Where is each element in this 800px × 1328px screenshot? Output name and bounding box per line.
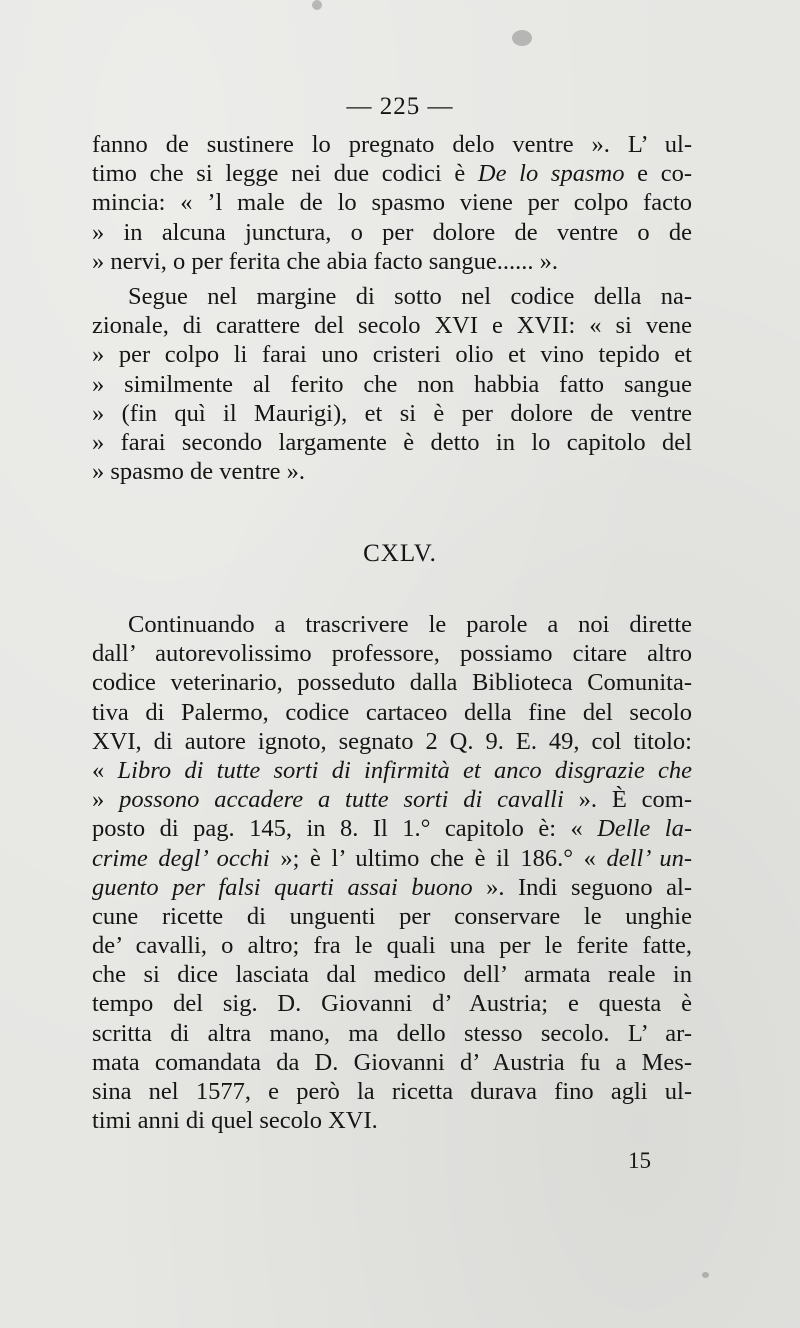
text-line: timo che si legge nei due codici è De lo spasmo e co- [92, 160, 692, 188]
text-line: » nervi, o per ferita che abia facto sangue...... ». [92, 247, 558, 275]
text-line: timi anni di quel secolo XVI. [92, 1107, 378, 1135]
italic-title: De lo spasmo [477, 160, 625, 188]
text-line: sina nel 1577, e però la ricetta durava fino agli ul- [92, 1078, 692, 1105]
text-line: codice veterinario, posseduto dalla Biblioteca Comunita- [92, 669, 692, 697]
ink-spot [702, 1272, 709, 1278]
text-line: scritta di altra mano, ma dello stesso secolo. L’ ar- [92, 1019, 692, 1047]
text-line: tempo del sig. D. Giovanni d’ Austria; e questa è [92, 990, 692, 1018]
text-line: dall’ autorevolissimo professore, possiamo citare altro [92, 640, 692, 668]
text-line: » in alcuna junctura, o per dolore de ventre o de [92, 218, 692, 246]
text-line: de’ cavalli, o altro; fra le quali una per le ferite fatte, [92, 932, 692, 960]
text-line: crime degl’ occhi »; è l’ ultimo che è il 186.° « dell’ un- [92, 844, 693, 872]
text-line: posto di pag. 145, in 8. Il 1.° capitolo è: « Delle la- [92, 815, 692, 843]
text-line: mincia: « ’l male de lo spasmo viene per colpo facto [92, 189, 692, 217]
section-heading: CXLV. [363, 540, 437, 567]
text-line: » farai secondo largamente è detto in lo capitolo del [92, 428, 692, 456]
ink-spot [512, 30, 532, 46]
page-number: — 225 — [346, 93, 454, 120]
text-line: » possono accadere a tutte sorti di cavalli ». È com- [92, 786, 692, 814]
paragraph-1 [92, 130, 692, 276]
text-line: guento per falsi quarti assai buono ». Indi seguono al- [92, 873, 692, 901]
text-line: » per colpo li farai uno cristeri olio et vino tepido et [92, 341, 692, 369]
text-line: » spasmo de ventre ». [92, 458, 305, 486]
paragraph-2 [92, 282, 692, 486]
signature-mark: 15 [628, 1148, 651, 1173]
text-line: zionale, di carattere del secolo XVI e XVII: « si vene [92, 312, 692, 340]
text-line: » (fin quì il Maurigi), et si è per dolore de ventre [92, 399, 692, 427]
italic-title: Libro di tutte sorti di infirmità et anco disgrazie che [117, 756, 693, 784]
ink-spot [312, 0, 322, 10]
italic-title: possono accadere a tutte sorti di cavalli [119, 786, 564, 814]
italic-title: dell’ un- [606, 844, 693, 872]
text-line: cune ricette di unguenti per conservare le unghie [92, 902, 692, 930]
text-line: tiva di Palermo, codice cartaceo della fine del secolo [92, 698, 692, 726]
italic-title: guento per falsi quarti assai buono [92, 873, 473, 901]
text-line: Continuando a trascrivere le parole a noi dirette [128, 611, 692, 638]
italic-title: Delle la- [597, 815, 692, 843]
text-line: « Libro di tutte sorti di infirmità et anco disgrazie che [92, 756, 693, 784]
text-line: » similmente al ferito che non habbia fatto sangue [92, 370, 692, 398]
text-line: XVI, di autore ignoto, segnato 2 Q. 9. E. 49, col titolo: [92, 727, 692, 755]
text-line: mata comandata da D. Giovanni d’ Austria fu a Mes- [92, 1048, 692, 1076]
text-line: che si dice lasciata dal medico dell’ armata reale in [92, 961, 692, 989]
text-line: fanno de sustinere lo pregnato delo ventre ». L’ ul- [92, 131, 692, 158]
italic-title: crime degl’ occhi [92, 844, 270, 872]
paragraph-3 [92, 610, 692, 1135]
text-line: Segue nel margine di sotto nel codice della na- [128, 283, 692, 310]
